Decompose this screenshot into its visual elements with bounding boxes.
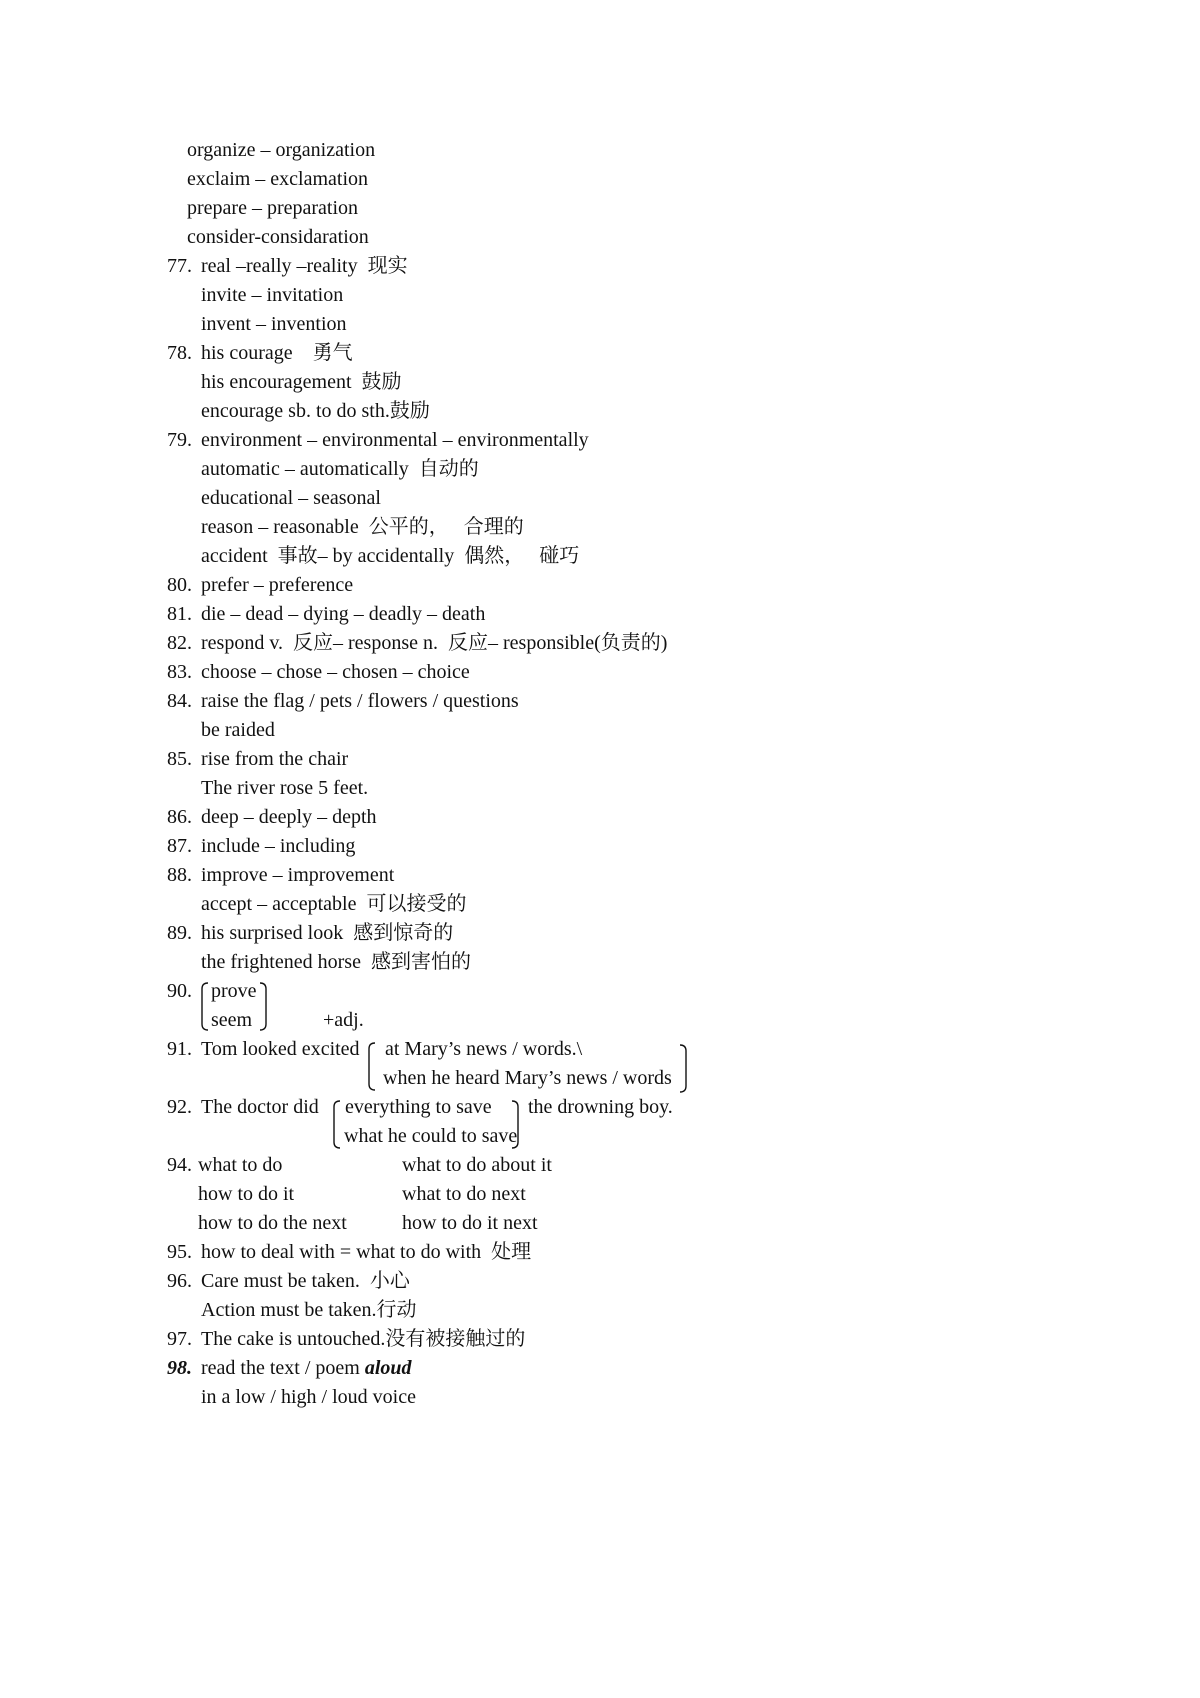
text-line: accept – acceptable 可以接受的 bbox=[201, 893, 467, 915]
item-number: 85. bbox=[167, 748, 192, 770]
item-number: 89. bbox=[167, 922, 192, 944]
text-line: rise from the chair bbox=[201, 748, 349, 770]
item-number: 78. bbox=[167, 342, 192, 364]
text-line: what he could to save bbox=[344, 1125, 518, 1147]
item-number: 92. bbox=[167, 1096, 192, 1118]
text-line: encourage sb. to do sth.鼓励 bbox=[201, 400, 430, 422]
item-number: 81. bbox=[167, 603, 192, 625]
text-line: at Mary’s news / words.\ bbox=[385, 1038, 583, 1060]
right-brace bbox=[678, 1044, 690, 1094]
text-line: invent – invention bbox=[201, 313, 347, 335]
item-number: 86. bbox=[167, 806, 192, 828]
text-line: everything to save bbox=[345, 1096, 492, 1118]
text-line: choose – chose – chosen – choice bbox=[201, 661, 470, 683]
text-line: The cake is untouched.没有被接触过的 bbox=[201, 1328, 526, 1350]
item-number: 83. bbox=[167, 661, 192, 683]
left-brace bbox=[366, 1042, 378, 1092]
text-line: invite – invitation bbox=[201, 284, 344, 306]
emphasis-text: aloud bbox=[364, 1357, 412, 1379]
text-line: consider-considaration bbox=[187, 226, 369, 248]
text-line: +adj. bbox=[323, 1009, 364, 1031]
item-number: 82. bbox=[167, 632, 192, 654]
text-line: be raided bbox=[201, 719, 275, 741]
text-line: Action must be taken.行动 bbox=[201, 1299, 417, 1321]
text-segment: read the text / poem bbox=[201, 1357, 365, 1379]
text-line: prefer – preference bbox=[201, 574, 354, 596]
text-line: prepare – preparation bbox=[187, 197, 359, 219]
item-number: 77. bbox=[167, 255, 192, 277]
text-line: seem bbox=[211, 1009, 253, 1031]
text-line: Tom looked excited bbox=[201, 1038, 360, 1060]
text-line: his courage 勇气 bbox=[201, 342, 353, 364]
item-number: 94. bbox=[167, 1154, 192, 1176]
text-line: reason – reasonable 公平的， 合理的 bbox=[201, 516, 524, 538]
item-number: 84. bbox=[167, 690, 192, 712]
text-line: organize – organization bbox=[187, 139, 376, 161]
left-brace bbox=[331, 1100, 343, 1150]
text-line: when he heard Mary’s news / words bbox=[383, 1067, 672, 1089]
text-line: deep – deeply – depth bbox=[201, 806, 377, 828]
text-line: raise the flag / pets / flowers / questions bbox=[201, 690, 519, 712]
text-line: the frightened horse 感到害怕的 bbox=[201, 951, 471, 973]
text-line: respond v. 反应– response n. 反应– responsible(负责的) bbox=[201, 632, 668, 654]
text-line: the drowning boy. bbox=[528, 1096, 673, 1118]
item-number: 96. bbox=[167, 1270, 192, 1292]
text-line: accident 事故– by accidentally 偶然， 碰巧 bbox=[201, 545, 580, 567]
text-line: what to do next bbox=[402, 1183, 526, 1205]
text-line: what to do bbox=[198, 1154, 283, 1176]
text-line: educational – seasonal bbox=[201, 487, 381, 509]
text-line: real –really –reality 现实 bbox=[201, 255, 408, 277]
text-line: The doctor did bbox=[201, 1096, 319, 1118]
text-line: his encouragement 鼓励 bbox=[201, 371, 402, 393]
text-line: automatic – automatically 自动的 bbox=[201, 458, 479, 480]
text-line: how to do the next bbox=[198, 1212, 347, 1234]
item-number: 97. bbox=[167, 1328, 192, 1350]
text-line: what to do about it bbox=[402, 1154, 552, 1176]
right-brace bbox=[258, 982, 270, 1032]
text-line bbox=[201, 1355, 412, 1381]
text-line: environment – environmental – environmentally bbox=[201, 429, 589, 451]
right-brace bbox=[510, 1100, 522, 1150]
text-line: his surprised look 感到惊奇的 bbox=[201, 922, 454, 944]
text-line: in a low / high / loud voice bbox=[201, 1386, 416, 1408]
text-line: how to do it next bbox=[402, 1212, 538, 1234]
text-line: exclaim – exclamation bbox=[187, 168, 369, 190]
left-brace bbox=[199, 982, 211, 1032]
item-number: 87. bbox=[167, 835, 192, 857]
text-line: prove bbox=[211, 980, 257, 1002]
text-line: how to do it bbox=[198, 1183, 295, 1205]
item-number: 90. bbox=[167, 980, 192, 1002]
item-number: 91. bbox=[167, 1038, 192, 1060]
text-line: include – including bbox=[201, 835, 356, 857]
item-number: 88. bbox=[167, 864, 192, 886]
text-line: how to deal with = what to do with 处理 bbox=[201, 1241, 532, 1263]
item-number: 80. bbox=[167, 574, 192, 596]
item-number: 98. bbox=[167, 1357, 192, 1379]
text-line: improve – improvement bbox=[201, 864, 395, 886]
text-line: Care must be taken. 小心 bbox=[201, 1270, 410, 1292]
item-number: 95. bbox=[167, 1241, 192, 1263]
text-line: die – dead – dying – deadly – death bbox=[201, 603, 486, 625]
text-line: The river rose 5 feet. bbox=[201, 777, 369, 799]
item-number: 79. bbox=[167, 429, 192, 451]
